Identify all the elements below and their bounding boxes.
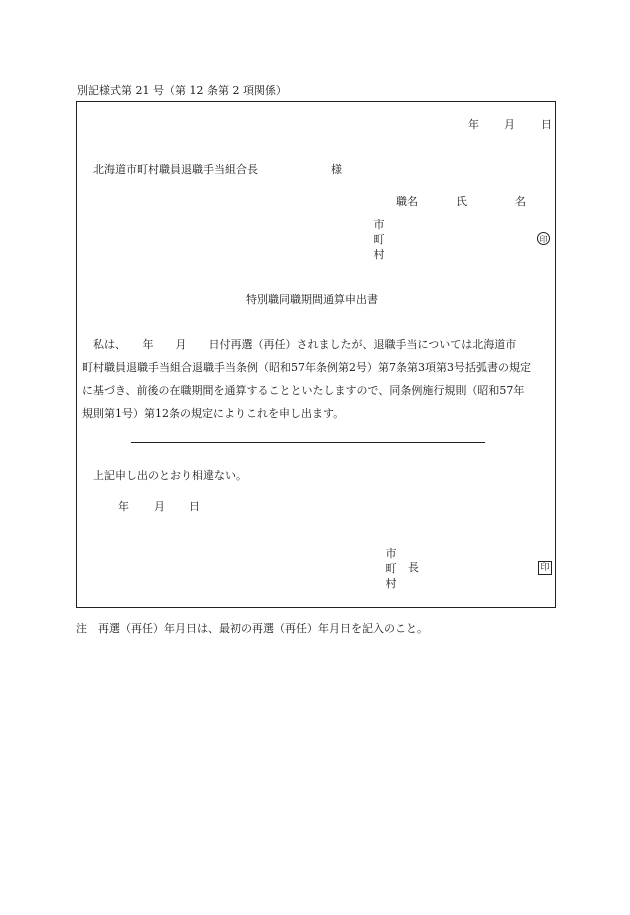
municipality-char: 町 [373,233,385,246]
top-date-month: 月 [504,118,515,131]
addressee-name: 北海道市町村職員退職手当組合長 [93,163,258,176]
applicant-municipality [372,217,386,262]
municipality-char: 村 [373,248,385,261]
seal-mark-circle: 印 [537,232,550,245]
top-date-day: 日 [541,118,552,131]
post-label: 職名 [396,195,418,208]
municipality-char: 市 [385,547,397,560]
bottom-date-month: 月 [154,500,165,513]
seal-mark-square: 印 [538,561,552,575]
body-line: 町村職員退職手当組合退職手当条例（昭和57年条例第2号）第7条第3項第3号括弧書の規定 [82,361,531,374]
municipality-char: 村 [385,577,397,590]
municipality-char: 町 [385,562,397,575]
bottom-date-day: 日 [189,500,200,513]
addressee-honorific: 様 [331,163,342,176]
bottom-date-year: 年 [118,500,129,513]
body-paragraph [82,333,554,425]
body-line: 規則第1号）第12条の規定によりこれを申し出ます。 [82,407,345,420]
separator-line [131,442,485,443]
municipality-char: 市 [373,218,385,231]
mayor-title: 長 [408,561,419,574]
mayor-municipality [384,546,398,591]
certification-text: 上記申し出のとおり相違ない。 [93,469,247,482]
top-date-year: 年 [468,118,479,131]
footnote: 注 再選（再任）年月日は、最初の再選（再任）年月日を記入のこと。 [76,622,428,635]
name-label-1: 氏 [456,195,467,208]
body-line: に基づき、前後の在職期間を通算することといたしますので、同条例施行規則（昭和57年 [82,384,525,397]
body-line: 私は、 年 月 日付再選（再任）されましたが、退職手当については北海道市 [82,338,517,351]
form-number-header: 別記様式第 21 号（第 12 条第 2 項関係） [77,84,287,97]
document-title: 特別職同職期間通算申出書 [246,293,378,306]
name-label-2: 名 [515,195,526,208]
